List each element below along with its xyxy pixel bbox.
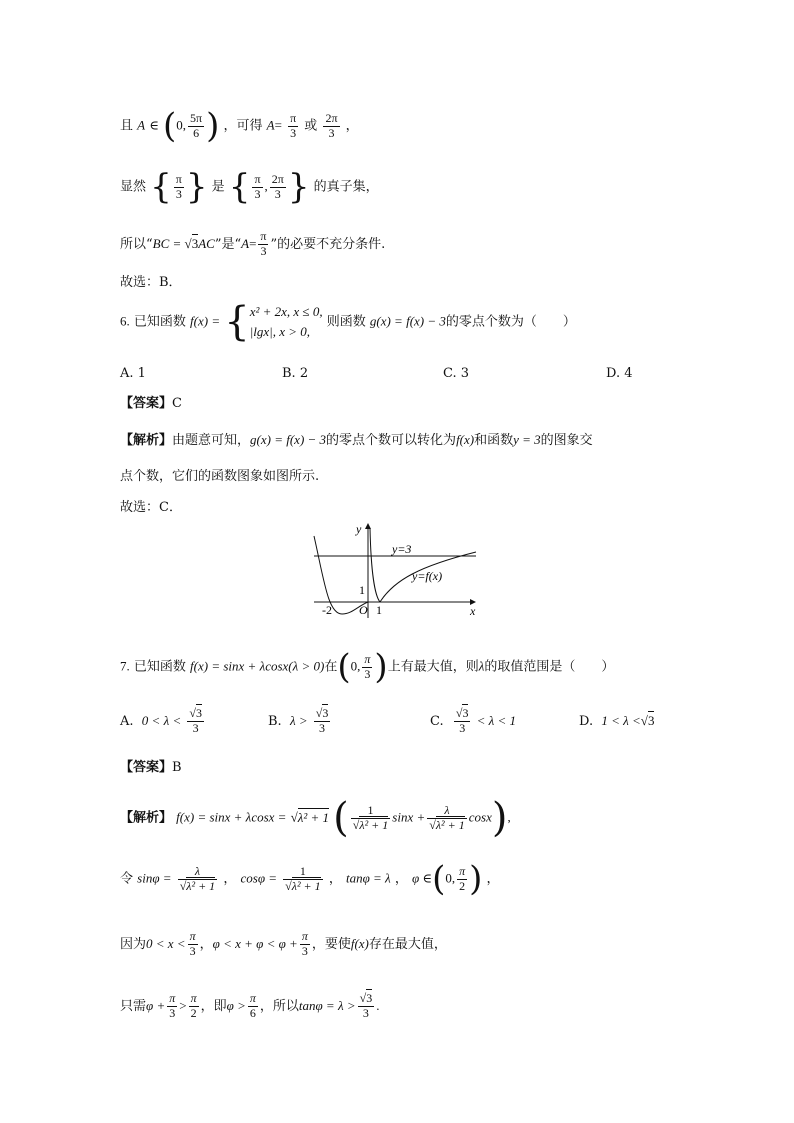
math: ∈ [149,117,159,133]
denominator: 3 [274,186,281,201]
text: ， [328,871,342,887]
math: 3 [191,235,199,251]
math: λ² + 1 [291,878,321,893]
fraction [457,865,467,894]
analysis-7-line-1: 【解析】 f(x) = sinx + λcosx = √λ² + 1 ( $\frac{1}{\text{√λ² + 1}}$ sinx + $\frac{\lambda}{\text{√λ² + 1}}$ cosx), [120,795,511,841]
text: 因为 [120,936,147,952]
option-d [579,713,654,729]
math: cosx [468,809,492,825]
math: 3 [647,713,655,728]
text: 的零点个数可以转化为 [326,433,457,448]
math: y = 3 [513,432,541,447]
denominator: √λ² + 1 [179,878,216,893]
denominator: 3 [328,125,335,140]
numerator: π [254,171,261,186]
option-label: B. [268,713,282,729]
analysis-label: 【解析】 [120,433,173,448]
math: sinx + [392,809,426,825]
math: 3 [195,706,202,720]
math: > [179,997,187,1013]
paren-right: ) [206,106,220,146]
analysis-label: 【解析】 [120,810,173,826]
math: g(x) = f(x) − 3 [369,313,446,329]
text: 的取值范围是（ ） [484,659,615,675]
denominator: 3 [254,186,261,201]
math: = [274,117,282,133]
text: ， [199,936,213,952]
text-line-5: 故选：C． [120,500,182,515]
denominator: 3 [319,720,326,735]
fraction [174,173,184,202]
text: ， [394,871,408,887]
math: λ² + 1 [186,878,216,893]
math: g(x) = f(x) − 3 [250,432,327,447]
text: ，要使 [311,936,351,952]
text: 或 [304,118,318,134]
option-b [268,707,332,736]
numerator: π [459,863,466,878]
fraction [270,173,286,202]
math: sinφ = [137,870,172,886]
numerator: λ [178,865,218,880]
denominator: √λ² + 1 [429,817,465,832]
math: A [241,235,250,251]
numerator: √3 [455,706,469,720]
text: 且 [120,118,134,134]
analysis-7-line-3 [120,930,447,959]
denominator: 3 [189,943,196,958]
math: λ² + 1 [359,817,389,832]
brace-right: } [185,167,208,207]
text: 是 [211,179,225,195]
tick-label: 1 [359,583,365,597]
case-1: x² + 2x, x ≤ 0, [249,304,323,319]
math: 0 < λ < [141,712,182,728]
text: ，即 [200,998,227,1014]
math: φ ∈ [411,870,433,886]
numerator: √3 [359,991,373,1005]
y-axis-label: y [356,522,362,536]
math: 0 < x < [146,935,186,951]
paren-left: ( [163,106,177,146]
math: . [376,997,380,1013]
fraction [300,930,310,959]
fraction [188,112,204,141]
text: ”的必要不充分条件. [270,236,386,252]
text: 已知函数 [133,659,186,675]
question-number: 7. [120,658,130,674]
answer-label: 【答案】 [120,760,173,775]
numerator: π [189,929,196,943]
origin-label: O [359,603,368,617]
text: ， [223,871,237,887]
fraction [248,992,258,1021]
math: < λ < 1 [476,712,517,728]
text: 上有最大值，则 [387,659,479,675]
numerator: √3 [189,706,202,720]
denominator: 3 [169,1005,176,1020]
denominator: √λ² + 1 [352,817,389,832]
math: λ² + 1 [435,817,465,832]
sqrt-sign: √ [640,713,648,728]
denominator: 3 [192,720,199,735]
fraction [314,707,331,736]
option-label: C. [430,713,444,729]
math: f(x) = [190,313,221,329]
curve-mid [370,528,380,602]
text: ”是“ [214,236,242,252]
numerator: π [364,651,371,666]
denominator: 2 [459,878,466,893]
text: ，可得 [223,118,263,134]
math: AC [198,235,215,251]
fraction [362,653,372,682]
numerator: 1 [351,804,391,819]
sqrt-sign: √ [290,809,298,825]
question-7 [120,647,615,687]
fraction [187,707,204,736]
question-6 [120,299,576,346]
option-label: D. [579,714,594,729]
numerator: π [169,991,176,1005]
text: 在 [324,659,338,675]
numerator: π [260,229,267,243]
numerator: 1 [283,865,323,880]
text: 则函数 [326,314,366,330]
denominator: 3 [362,1005,369,1020]
fraction [188,930,198,959]
numerator: 2π [271,171,284,186]
text: 显然 [120,179,147,195]
math: A [137,117,146,133]
case-2: |lgx|, x > 0, [249,324,311,340]
answer-6 [120,397,182,410]
numerator: π [175,171,182,186]
math: BC = [152,235,185,251]
math: λ [478,658,485,674]
text-line-2: 显然 { $\frac{\pi}{3}$ } 是 { $\frac{\pi}{3}$ , $\frac{2\pi}{3}$ } 的真子集， [120,167,379,207]
fraction [288,112,298,141]
brace-right: } [287,167,310,207]
math: λ > [289,712,308,728]
answer-value: C [172,396,182,411]
brace-left: { [150,167,172,207]
math: = [249,235,257,251]
fraction [167,992,177,1021]
denominator: 3 [260,243,267,258]
numerator: 2π [325,110,338,125]
option-a: A. 1 [120,366,146,381]
brace-left: { [224,299,250,346]
text: 只需 [120,998,147,1014]
math: tanφ = λ > [298,997,356,1013]
x-axis-label: x [470,604,476,618]
denominator: √λ² + 1 [285,878,321,893]
math: A [266,117,275,133]
text: 的图象交 [540,433,593,448]
fraction [351,804,391,833]
math: φ > [226,997,246,1013]
answer-7 [120,761,182,774]
math: 0, [176,117,187,133]
math: φ + [146,997,166,1013]
text-line-4: 故选：B． [120,275,182,290]
text-line-3 [120,230,385,259]
math: 3 [366,991,373,1005]
numerator: √3 [315,706,329,720]
math: 0, [445,870,456,886]
math: f(x) = sinx + λcosx(λ > 0) [190,658,325,674]
denominator: 3 [459,720,466,735]
text: 的零点个数为（ ） [445,314,576,330]
math: 0, [350,658,361,674]
text: ，所以 [259,998,299,1014]
text: 已知函数 [133,314,186,330]
text: 存在最大值， [368,936,447,952]
math: φ < x + φ < φ + [212,935,298,951]
fraction [178,865,218,894]
denominator: 3 [175,186,182,201]
numerator: π [249,991,256,1005]
fraction [252,173,262,202]
text: 所以“ [120,236,153,252]
fraction [258,230,268,259]
denominator: 6 [249,1005,256,1020]
denominator: 2 [190,1005,197,1020]
answer-label: 【答案】 [120,396,173,411]
denominator: 3 [290,125,297,140]
paren-right: ) [374,647,388,687]
numerator: π [290,110,297,125]
paren-right: ) [469,859,483,899]
math: cosφ = [240,870,278,886]
text: 由题意可知， [172,433,251,448]
denominator: 6 [193,125,200,140]
math: λ² + 1 [297,809,330,825]
numerator: π [190,991,197,1005]
math: f(x) [456,432,475,447]
fraction [427,804,467,833]
paren-right: ) [491,795,508,841]
math: f(x) = sinx + λcosx = [176,809,287,825]
option-d: D. 4 [606,366,633,381]
text: 的真子集， [313,179,379,195]
option-a [120,707,206,736]
text: ， [486,871,500,887]
numerator: λ [427,804,467,819]
math: tanφ = λ [345,870,391,886]
analysis-7-line-4 [120,992,379,1021]
fraction [454,707,471,736]
fraction [323,112,339,141]
question-number: 6. [120,313,130,329]
text: 令 [120,871,134,887]
text: ， [345,118,359,134]
fraction [283,865,323,894]
math: 1 < λ < [601,713,641,728]
paren-left: ( [333,795,349,841]
function-graph [300,518,500,622]
option-c: C. 3 [443,366,470,381]
option-b: B. 2 [282,366,309,381]
text: 和函数 [474,433,514,448]
option-c [430,707,516,736]
paren-left: ( [432,859,446,899]
piecewise-cases [250,302,323,342]
denominator: 3 [301,943,308,958]
math: 3 [462,706,469,720]
math: f(x) [350,935,369,951]
analysis-7-line-2 [120,859,500,899]
curve-label: y=f(x) [412,569,443,583]
analysis-6-line-2: 点个数，它们的函数图象如图所示. [120,469,320,484]
numerator: π [301,929,308,943]
brace-left: { [228,167,251,207]
sqrt-sign: √ [184,235,192,251]
fraction [189,992,199,1021]
text-line-1 [120,106,359,146]
answer-value: B [172,760,182,775]
fraction [358,992,375,1021]
line-label: y=3 [392,542,412,556]
tick-label: -2 [322,603,332,617]
denominator: 3 [364,666,371,681]
analysis-6-line-1 [120,433,593,447]
paren-left: ( [337,647,351,687]
option-label: A. [120,713,134,729]
tick-label: 1 [376,603,382,617]
numerator: 5π [190,110,203,125]
math: 3 [322,706,329,720]
